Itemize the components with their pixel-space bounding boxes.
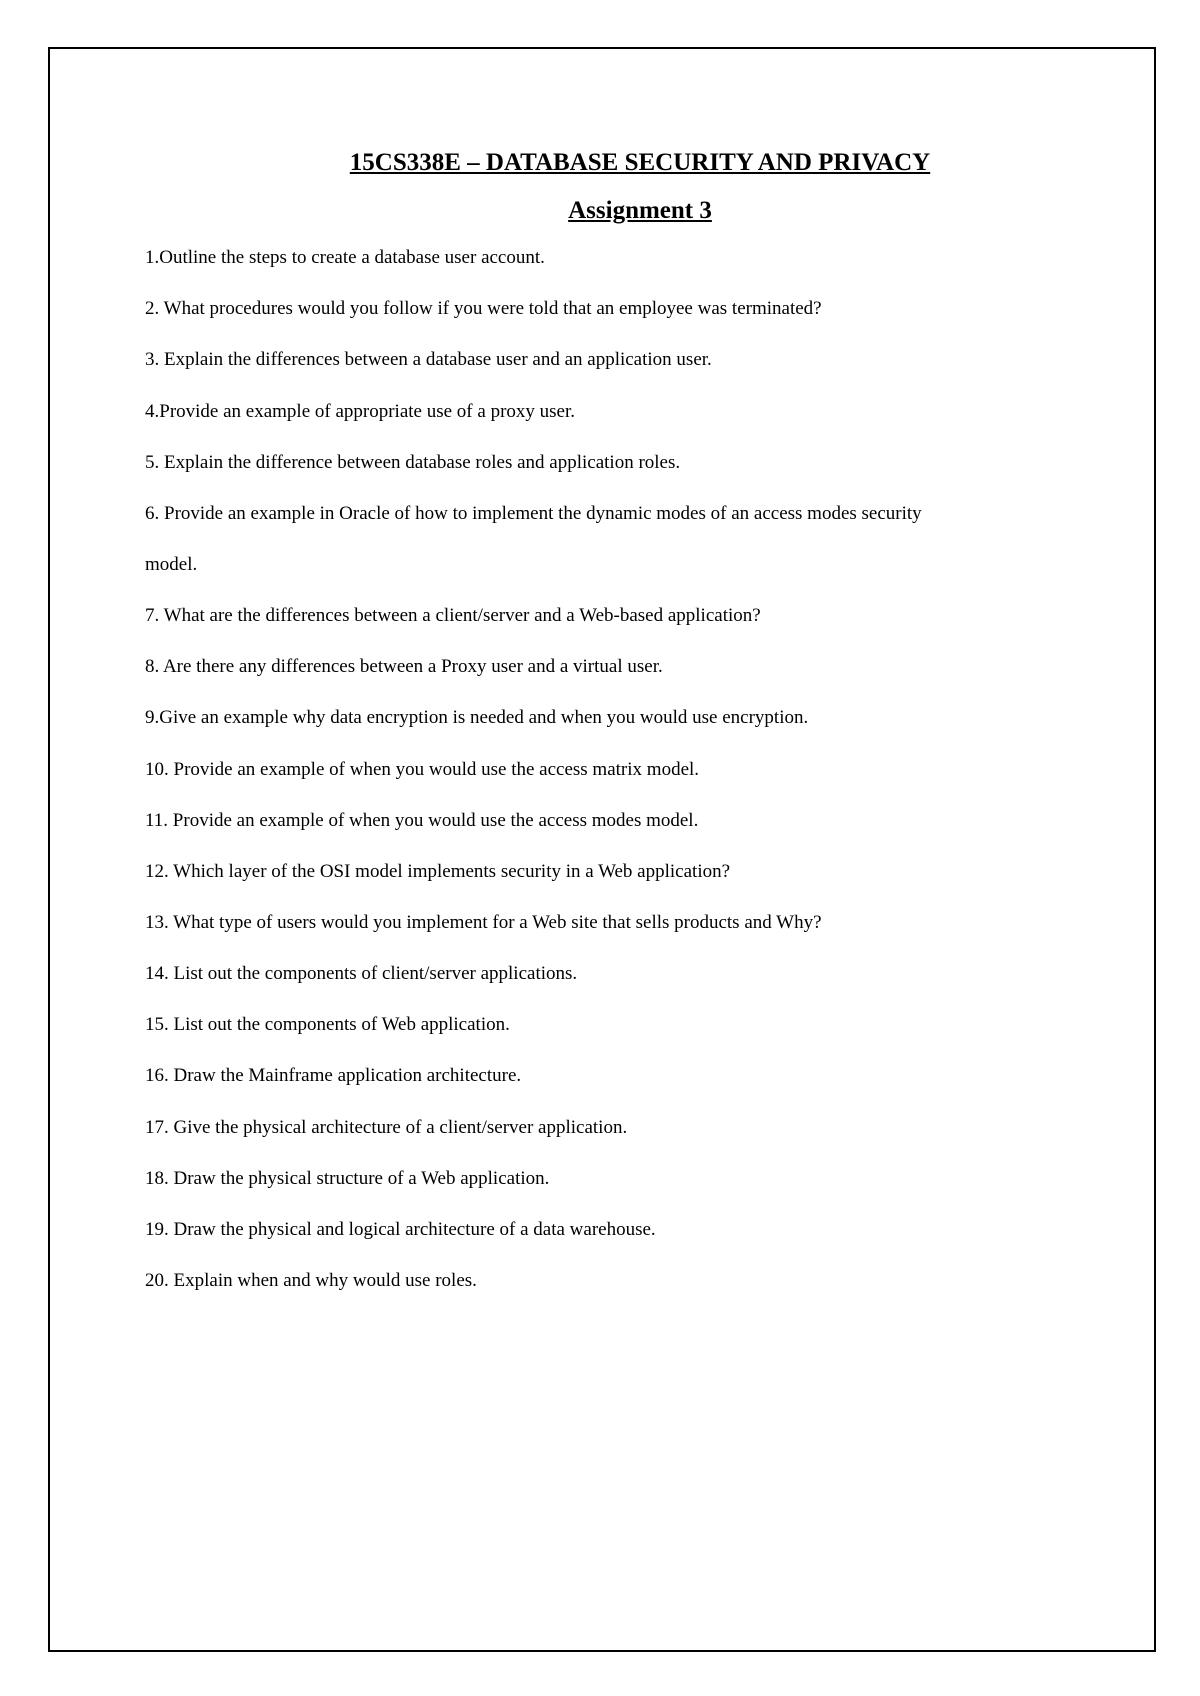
question-line-17: 17. Give the physical architecture of a client/server application. bbox=[145, 1117, 628, 1138]
question-line-15: 15. List out the components of Web application. bbox=[145, 1014, 510, 1035]
question-line-2: 2. What procedures would you follow if you were told that an employee was terminated? bbox=[145, 298, 822, 319]
question-line-9: 9.Give an example why data encryption is needed and when you would use encryption. bbox=[145, 707, 809, 728]
question-line-1: 1.Outline the steps to create a database user account. bbox=[145, 247, 545, 268]
question-line-7: 7. What are the differences between a client/server and a Web-based application? bbox=[145, 605, 761, 626]
question-line-20: 20. Explain when and why would use roles. bbox=[145, 1270, 477, 1291]
question-line-3: 3. Explain the differences between a database user and an application user. bbox=[145, 349, 712, 370]
question-line-11: 11. Provide an example of when you would use the access modes model. bbox=[145, 810, 699, 831]
question-line-16: 16. Draw the Mainframe application architecture. bbox=[145, 1065, 522, 1086]
question-line-18: 18. Draw the physical structure of a Web application. bbox=[145, 1168, 550, 1189]
question-line-5: 5. Explain the difference between database roles and application roles. bbox=[145, 452, 681, 473]
question-line-6: 6. Provide an example in Oracle of how to implement the dynamic modes of an access modes security bbox=[145, 503, 922, 524]
question-line-14: 14. List out the components of client/server applications. bbox=[145, 963, 578, 984]
question-line-4: 4.Provide an example of appropriate use of a proxy user. bbox=[145, 401, 576, 422]
question-line-6-continued: model. bbox=[145, 554, 198, 575]
question-line-19: 19. Draw the physical and logical architecture of a data warehouse. bbox=[145, 1219, 656, 1240]
question-line-10: 10. Provide an example of when you would use the access matrix model. bbox=[145, 759, 700, 780]
document-subtitle: Assignment 3 bbox=[568, 197, 712, 224]
question-line-12: 12. Which layer of the OSI model implements security in a Web application? bbox=[145, 861, 731, 882]
document-title: 15CS338E – DATABASE SECURITY AND PRIVACY bbox=[349, 149, 931, 176]
question-line-13: 13. What type of users would you implement for a Web site that sells products and Why? bbox=[145, 912, 822, 933]
page-border bbox=[48, 47, 1156, 1652]
question-line-8: 8. Are there any differences between a Proxy user and a virtual user. bbox=[145, 656, 663, 677]
